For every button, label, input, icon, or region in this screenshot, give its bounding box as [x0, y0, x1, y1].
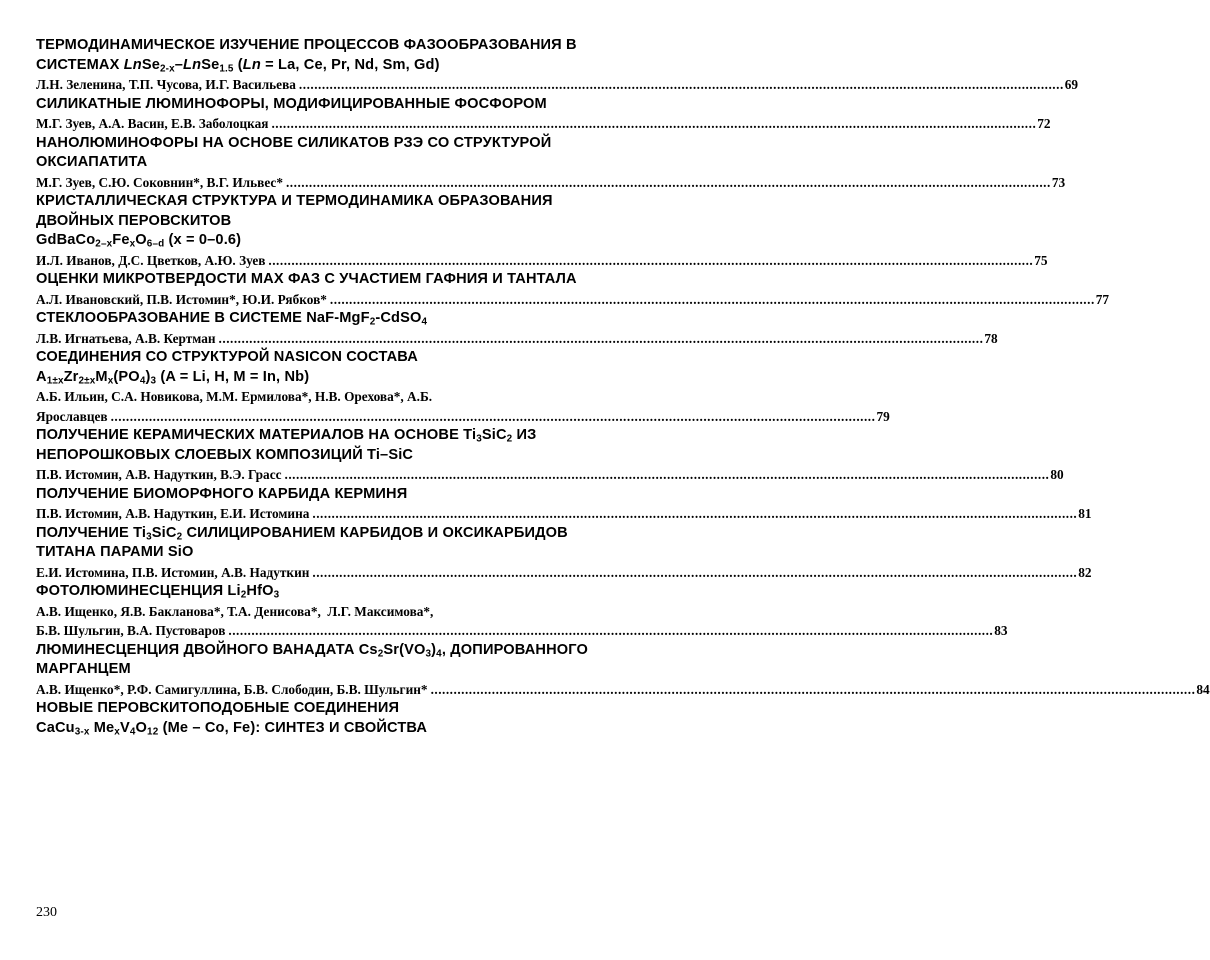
toc-entry-authors	[36, 465, 1064, 485]
toc-entry-title: ОЦЕНКИ МИКРОТВЕРДОСТИ MAX ФАЗ С УЧАСТИЕМ ГАФНИЯ И ТАНТАЛА	[36, 271, 577, 287]
toc-entry-title: НАНОЛЮМИНОФОРЫ НА ОСНОВЕ СИЛИКАТОВ РЗЭ СО СТРУКТУРОЙ ОКСИАПАТИТА	[36, 134, 552, 170]
toc-entry-title: КРИСТАЛЛИЧЕСКАЯ СТРУКТУРА И ТЕРМОДИНАМИКА ОБРАЗОВАНИЯ ДВОЙНЫХ ПЕРОВСКИТОВ $GdBaCo_{2-x}Fe_xO_{6-d}$ (x = 0–0.6)	[36, 193, 553, 250]
toc-entry-authors	[36, 680, 1210, 700]
toc-entry	[36, 641, 1210, 700]
page-number: 230	[36, 905, 57, 920]
toc-entry-title: СТЕКЛООБРАЗОВАНИЕ В СИСТЕМЕ NaF-MgF$_2$-CdSO$_4$	[36, 310, 428, 328]
toc-entry-authors-line: А.В. Ищенко, Я.В. Бакланова*, Т.А. Денисова*, Л.Г. Максимова*,	[36, 603, 434, 619]
toc-entry	[36, 699, 592, 738]
dot-leader: ........................................................................................................................................................................................................	[430, 681, 1196, 697]
toc-entry-page: 75	[1034, 252, 1048, 268]
toc-entry	[36, 348, 890, 426]
toc-entry-title: НОВЫЕ ПЕРОВСКИТОПОДОБНЫЕ СОЕДИНЕНИЯ CaCu$_{3-x}$ $Me_xV_4O_{12}$ (Me – Co, Fe): СИНТЕЗ И СВОЙСТВА	[36, 700, 428, 737]
toc-entry-author-names: А.Л. Ивановский, П.В. Истомин*, Ю.И. Рябков*	[36, 291, 327, 307]
toc-entry-author-names: П.В. Истомин, А.В. Надуткин, Е.И. Истомина	[36, 506, 310, 521]
toc-entry	[36, 36, 1079, 95]
toc-entry-author-names: И.Л. Иванов, Д.С. Цветков, А.Ю. Зуев	[36, 252, 266, 268]
dot-leader: ........................................................................................................................................................................................................	[218, 330, 984, 346]
dot-leader: ........................................................................................................................................................................................................	[110, 408, 876, 424]
dot-leader: ........................................................................................................................................................................................................	[298, 77, 1064, 92]
toc-entry	[36, 192, 1048, 270]
toc-entry	[36, 309, 998, 348]
table-of-contents	[36, 36, 1210, 738]
toc-entry	[36, 582, 1008, 641]
toc-entry-authors	[36, 290, 1110, 310]
toc-entry	[36, 524, 1092, 583]
toc-entry-authors	[36, 504, 1092, 524]
toc-entry-author-names: Б.В. Шульгин, В.А. Пустоваров	[36, 623, 226, 638]
dot-leader: ........................................................................................................................................................................................................	[271, 116, 1037, 131]
dot-leader: ........................................................................................................................................................................................................	[285, 174, 1051, 190]
toc-entry-authors-line: А.Б. Ильин, С.А. Новикова, М.М. Ермилова*, Н.В. Орехова*, А.Б.	[36, 389, 433, 404]
toc-entry-authors	[36, 173, 1066, 193]
toc-entry-page: 82	[1078, 564, 1092, 580]
toc-entry-authors	[36, 75, 1079, 95]
toc-entry-authors	[36, 563, 1092, 583]
dot-leader: ........................................................................................................................................................................................................	[268, 252, 1034, 268]
toc-entry-authors	[36, 621, 1008, 641]
toc-entry	[36, 134, 1066, 193]
dot-leader: ........................................................................................................................................................................................................	[228, 623, 994, 638]
dot-leader: ........................................................................................................................................................................................................	[329, 291, 1095, 307]
toc-entry-author-names: А.В. Ищенко*, Р.Ф. Самигуллина, Б.В. Слободин, Б.В. Шульгин*	[36, 681, 428, 697]
toc-entry	[36, 270, 1110, 309]
toc-entry-author-names: Л.В. Игнатьева, А.В. Кертман	[36, 330, 216, 346]
toc-entry-authors	[36, 407, 890, 427]
toc-entry-author-names: Е.И. Истомина, П.В. Истомин, А.В. Надуткин	[36, 564, 310, 580]
toc-entry-page: 72	[1037, 116, 1051, 131]
toc-entry-title: ТЕРМОДИНАМИЧЕСКОЕ ИЗУЧЕНИЕ ПРОЦЕССОВ ФАЗООБРАЗОВАНИЯ В СИСТЕМАХ LnSe$_{2-x}$–LnSe$_{1.5}$ (Ln = La, Ce, Pr, Nd, Sm, Gd)	[36, 37, 577, 74]
toc-entry-page: 84	[1196, 681, 1210, 697]
toc-entry-page: 73	[1051, 174, 1066, 190]
toc-entry-authors	[36, 251, 1048, 271]
toc-entry-title: СОЕДИНЕНИЯ СО СТРУКТУРОЙ NASICON СОСТАВА $A_{1\pm x}Zr_{2\pm x}M_x(PO_4)_3$ (A = Li, H, M = In, Nb)	[36, 349, 418, 386]
toc-entry-title: ПОЛУЧЕНИЕ КЕРАМИЧЕСКИХ МАТЕРИАЛОВ НА ОСНОВЕ $Ti_3SiC_2$ ИЗ НЕПОРОШКОВЫХ СЛОЕВЫХ КОМПОЗИЦИЙ Ti–SiC	[36, 427, 537, 463]
toc-entry-author-names: М.Г. Зуев, А.А. Васин, Е.В. Заболоцкая	[36, 116, 269, 131]
toc-entry-page: 78	[984, 330, 998, 346]
toc-entry-author-names: Ярославцев	[36, 408, 108, 424]
dot-leader: ........................................................................................................................................................................................................	[312, 564, 1078, 580]
toc-entry	[36, 485, 1092, 524]
toc-entry-title: ЛЮМИНЕСЦЕНЦИЯ ДВОЙНОГО ВАНАДАТА $Cs_2Sr(VO_3)_4$, ДОПИРОВАННОГО МАРГАНЦЕМ	[36, 641, 589, 677]
toc-entry-page: 69	[1064, 77, 1079, 92]
toc-entry-author-names: П.В. Истомин, А.В. Надуткин, В.Э. Грасс	[36, 467, 282, 482]
toc-entry-author-names: Л.Н. Зеленина, Т.П. Чусова, И.Г. Васильева	[36, 77, 296, 92]
toc-entry-author-names: М.Г. Зуев, С.Ю. Соковнин*, В.Г. Ильвес*	[36, 174, 283, 190]
dot-leader: ........................................................................................................................................................................................................	[284, 467, 1050, 482]
toc-entry-page: 77	[1095, 291, 1110, 307]
toc-entry-authors	[36, 329, 998, 349]
dot-leader: ........................................................................................................................................................................................................	[312, 506, 1078, 521]
toc-entry-title: ПОЛУЧЕНИЕ $Ti_3SiC_2$ СИЛИЦИРОВАНИЕМ КАРБИДОВ И ОКСИКАРБИДОВ ТИТАНА ПАРАМИ SiO	[36, 524, 568, 560]
toc-entry-page: 83	[994, 623, 1008, 638]
toc-entry-title: ПОЛУЧЕНИЕ БИОМОРФНОГО КАРБИДА КЕРМИНЯ	[36, 485, 408, 502]
toc-entry-title: СИЛИКАТНЫЕ ЛЮМИНОФОРЫ, МОДИФИЦИРОВАННЫЕ ФОСФОРОМ	[36, 95, 547, 112]
toc-entry-page: 79	[876, 408, 890, 424]
toc-entry	[36, 95, 1051, 134]
toc-entry-page: 80	[1050, 467, 1064, 482]
toc-entry	[36, 426, 1064, 485]
toc-entry-authors	[36, 114, 1051, 134]
toc-entry-page: 81	[1078, 506, 1092, 521]
toc-entry-title: ФОТОЛЮМИНЕСЦЕНЦИЯ $Li_2HfO_3$	[36, 583, 280, 601]
